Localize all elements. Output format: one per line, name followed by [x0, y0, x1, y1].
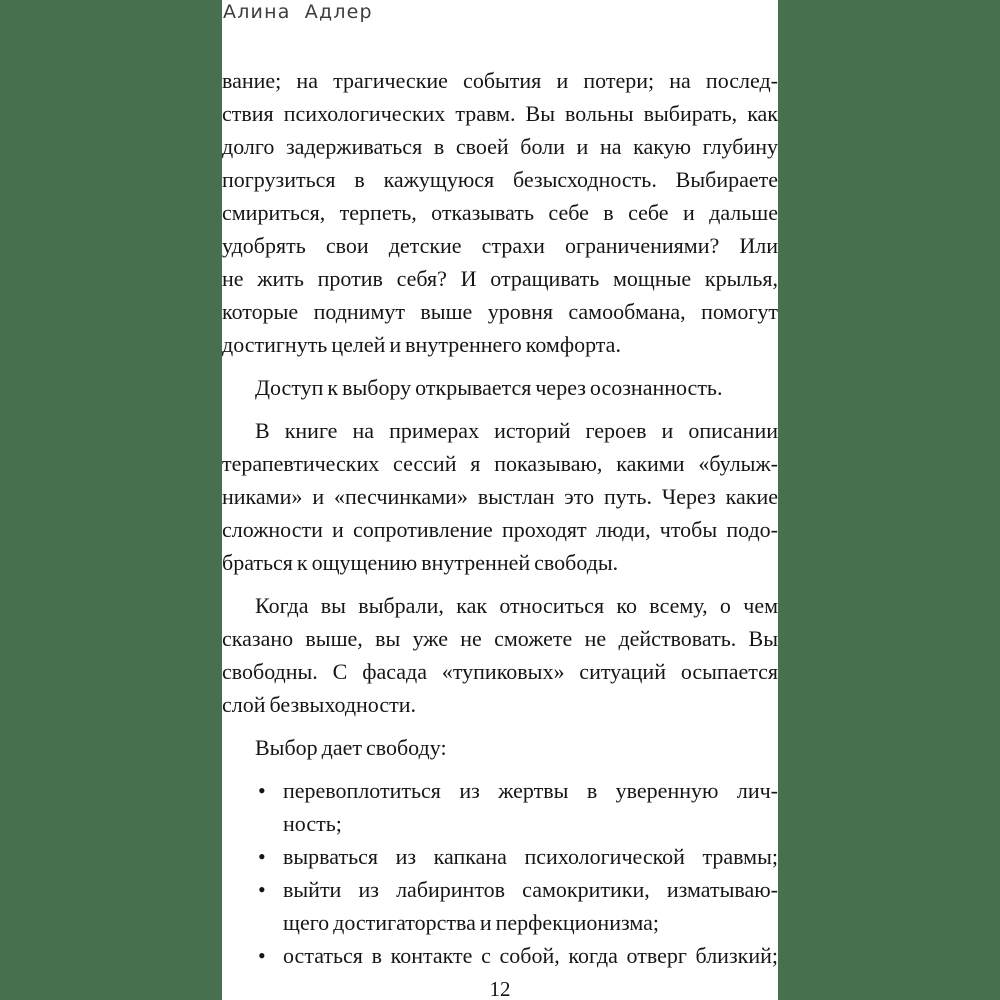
paragraph — [222, 414, 778, 579]
text-line: не жить против себя? И отращивать мощные крылья, — [222, 266, 778, 291]
text-line: браться к ощущению внутренней свободы. — [222, 550, 619, 575]
text-line: В книге на примерах историй героев и описании — [255, 418, 778, 443]
text-line: Доступ к выбору открывается через осознанность. — [255, 375, 723, 400]
page-number: 12 — [489, 977, 511, 1000]
text-line: которые поднимут выше уровня самообмана, помогут — [222, 299, 778, 324]
text-line: сложности и сопротивление проходят люди, чтобы подо- — [222, 517, 778, 542]
bullet-item — [258, 774, 778, 840]
left-margin-bar — [0, 0, 222, 1000]
bullet-list — [222, 774, 778, 972]
paragraph — [222, 731, 778, 764]
bullet-icon: • — [258, 844, 266, 869]
text-line: вырваться из капкана психологической травмы; — [283, 844, 778, 869]
text-line: ствия психологических травм. Вы вольны выбирать, как — [222, 101, 778, 126]
text-body — [222, 64, 778, 972]
text-line: долго задерживаться в своей боли и на какую глубину — [222, 134, 778, 159]
paragraph — [222, 589, 778, 721]
text-line: терапевтических сессий я показываю, какими «булыж- — [222, 451, 778, 476]
text-line: достигнуть целей и внутреннего комфорта. — [222, 332, 621, 357]
text-line: Когда вы выбрали, как относиться ко всему, о чем — [255, 593, 778, 618]
running-header-author: Алина Адлер — [223, 1, 373, 23]
bullet-icon: • — [258, 778, 266, 803]
text-line: смириться, терпеть, отказывать себе в себе и дальше — [222, 200, 778, 225]
right-margin-bar — [778, 0, 1000, 1000]
book-page — [222, 0, 778, 1000]
paragraph — [222, 64, 778, 361]
text-line: вание; на трагические события и потери; на послед- — [222, 68, 778, 93]
bullet-icon: • — [258, 943, 266, 968]
text-line: сказано выше, вы уже не сможете не действовать. Вы — [222, 626, 778, 651]
text-line: перевоплотиться из жертвы в уверенную лич- — [283, 778, 778, 803]
paragraph — [222, 371, 778, 404]
bullet-item — [258, 873, 778, 939]
text-line: остаться в контакте с собой, когда отверг близкий; — [283, 943, 778, 968]
text-line: Выбор дает свободу: — [255, 735, 447, 760]
text-line: щего достигаторства и перфекционизма; — [283, 910, 659, 935]
bullet-item — [258, 840, 778, 873]
bullet-icon: • — [258, 877, 266, 902]
text-line: свободны. С фасада «тупиковых» ситуаций осыпается — [222, 659, 778, 684]
text-line: удобрять свои детские страхи ограничениями? Или — [222, 233, 778, 258]
text-line: слой безвыходности. — [222, 692, 417, 717]
bullet-item — [258, 939, 778, 972]
text-line: никами» и «песчинками» выстлан это путь. Через какие — [222, 484, 778, 509]
text-line: выйти из лабиринтов самокритики, изматываю- — [283, 877, 778, 902]
text-line: погрузиться в кажущуюся безысходность. Выбираете — [222, 167, 778, 192]
text-line: ность; — [283, 811, 342, 836]
